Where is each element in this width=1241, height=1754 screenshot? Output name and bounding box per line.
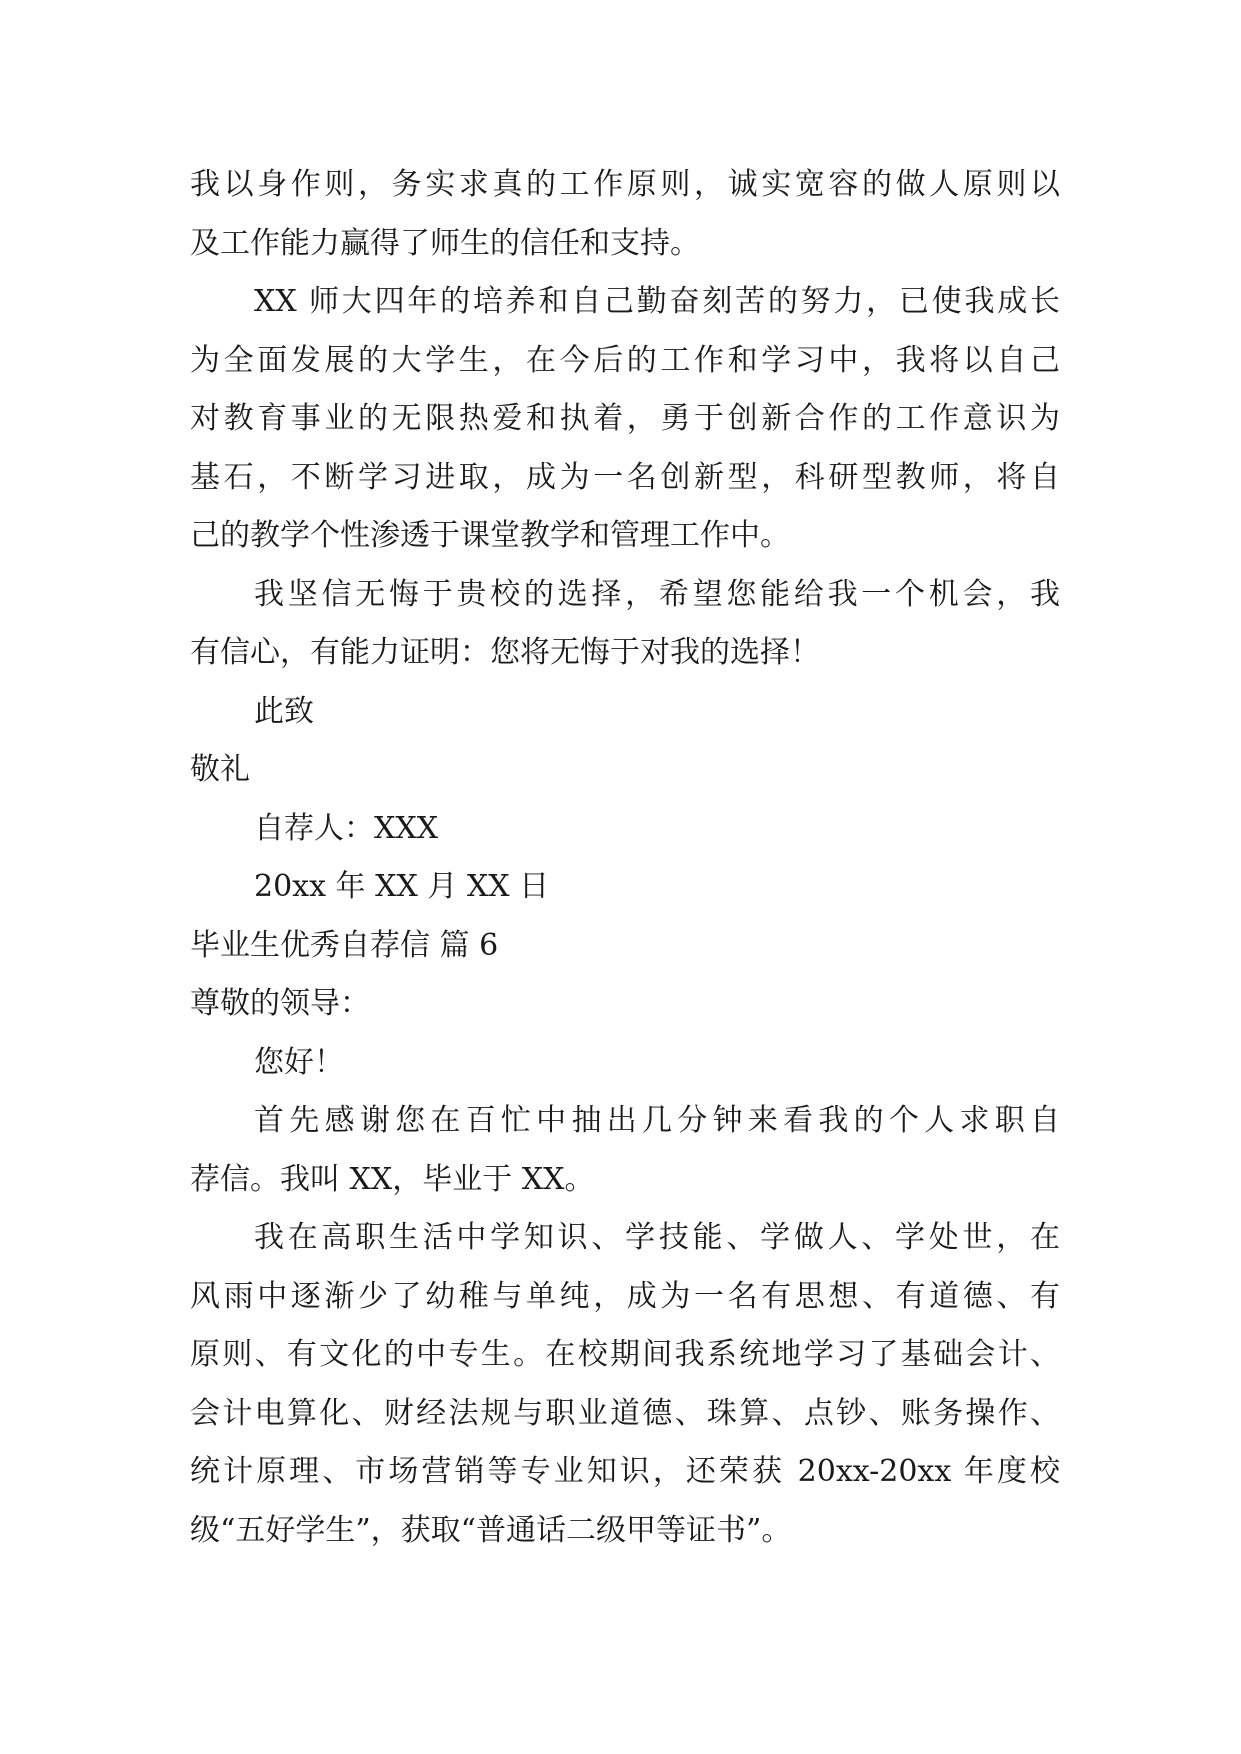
text-line: 我坚信无悔于贵校的选择，希望您能给我一个机会，我 bbox=[254, 576, 1060, 612]
text-line: 己的教学个性渗透于课堂教学和管理工作中。 bbox=[190, 518, 790, 553]
text-line: 对教育事业的无限热爱和执着，勇于创新合作的工作意识为 bbox=[190, 401, 1060, 436]
text-line: 自荐人：XXX bbox=[254, 810, 439, 846]
text-line: 级“五好学生”，获取“普通话二级甲等证书”。 bbox=[190, 1512, 792, 1548]
text-line: 您好！ bbox=[254, 1044, 344, 1080]
text-line: 毕业生优秀自荐信 篇 6 bbox=[190, 927, 499, 963]
text-line: 及工作能力赢得了师生的信任和支持。 bbox=[190, 225, 700, 261]
text-line: XX 师大四年的培养和自己勤奋刻苦的努力，已使我成长 bbox=[254, 284, 1060, 319]
text-line: 原则、有文化的中专生。在校期间我系统地学习了基础会计、 bbox=[190, 1337, 1060, 1372]
document-page bbox=[190, 156, 1060, 1560]
text-line: 尊敬的领导： bbox=[190, 986, 370, 1021]
text-line: 统计原理、市场营销等专业知识，还荣获 20xx-20xx 年度校 bbox=[190, 1454, 1060, 1489]
text-line: 为全面发展的大学生，在今后的工作和学习中，我将以自己 bbox=[190, 342, 1060, 378]
text-line: 风雨中逐渐少了幼稚与单纯，成为一名有思想、有道德、有 bbox=[190, 1278, 1060, 1314]
text-line: 会计电算化、财经法规与职业道德、珠算、点钞、账务操作、 bbox=[190, 1395, 1060, 1431]
text-line: 荐信。我叫 XX，毕业于 XX。 bbox=[190, 1161, 595, 1197]
text-line: 基石，不断学习进取，成为一名创新型，科研型教师，将自 bbox=[190, 459, 1060, 495]
text-line: 有信心，有能力证明：您将无悔于对我的选择！ bbox=[190, 635, 820, 670]
text-line: 此致 bbox=[254, 693, 314, 729]
text-line: 我在高职生活中学知识、学技能、学做人、学处世，在 bbox=[254, 1220, 1060, 1255]
text-line: 20xx 年 XX 月 XX 日 bbox=[254, 869, 550, 904]
text-line: 首先感谢您在百忙中抽出几分钟来看我的个人求职自 bbox=[254, 1103, 1060, 1138]
text-line: 敬礼 bbox=[190, 752, 250, 787]
text-line: 我以身作则，务实求真的工作原则，诚实宽容的做人原则以 bbox=[190, 167, 1060, 202]
